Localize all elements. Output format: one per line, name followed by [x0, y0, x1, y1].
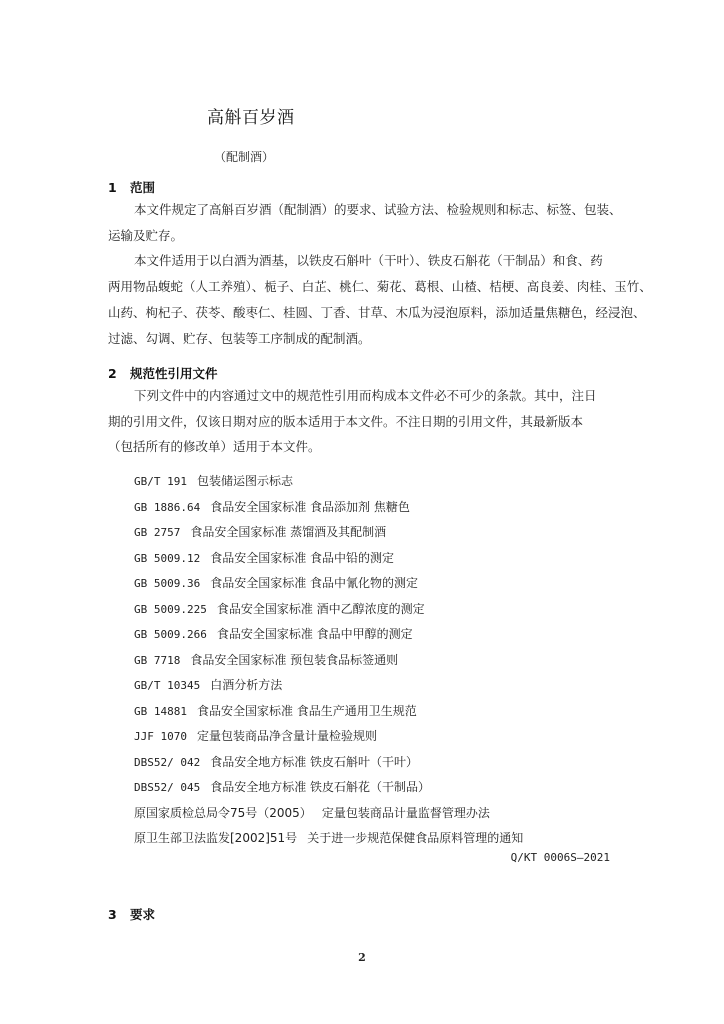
reference-name: 食品安全国家标准 食品生产通用卫生规范	[196, 703, 417, 718]
reference-item	[134, 801, 624, 827]
reference-item	[134, 469, 624, 495]
paragraph-line: 两用物品蝮蛇（人工养殖）、栀子、白芷、桃仁、菊花、葛根、山楂、桔梗、高良姜、肉桂、玉竹、	[108, 279, 652, 295]
reference-item	[134, 597, 624, 623]
reference-item	[134, 520, 624, 546]
reference-item	[134, 622, 624, 648]
reference-name: 食品安全地方标准 铁皮石斛叶（干叶）	[210, 754, 419, 769]
document-subtitle: （配制酒）	[214, 150, 275, 164]
reference-code: GB 1886.64	[134, 500, 201, 514]
reference-item	[134, 699, 624, 725]
document-title: 高斛百岁酒	[207, 108, 295, 128]
reference-item	[134, 826, 624, 852]
reference-name: 食品安全国家标准 酒中乙醇浓度的测定	[216, 601, 425, 616]
reference-item	[134, 724, 624, 750]
reference-code: GB/T 191	[134, 475, 187, 488]
reference-name: 关于进一步规范保健食品原料管理的通知	[307, 831, 524, 845]
section-number: 3	[108, 907, 117, 922]
reference-name: 食品安全地方标准 铁皮石斛花（干制品）	[210, 780, 431, 794]
section-title: 规范性引用文件	[130, 366, 218, 381]
section-heading-normative-references	[108, 364, 218, 382]
reference-code: GB 5009.12	[134, 551, 201, 565]
reference-code: GB/T 10345	[134, 679, 201, 692]
section-number: 1	[108, 180, 117, 195]
section-heading-scope	[108, 178, 155, 196]
reference-item	[134, 750, 624, 776]
paragraph-line: 运输及贮存。	[108, 227, 184, 243]
reference-name: 食品安全国家标准 食品中甲醇的测定	[216, 627, 413, 641]
reference-code: GB 5009.266	[134, 628, 207, 641]
references-intro	[108, 383, 628, 460]
reference-list	[134, 469, 624, 852]
reference-name: 食品安全国家标准 食品中氰化物的测定	[210, 576, 419, 590]
paragraph-line: 期的引用文件，仅该日期对应的版本适用于本文件。不注日期的引用文件，其最新版本	[108, 413, 584, 429]
reference-name: 食品安全国家标准 预包装食品标签通则	[190, 652, 399, 667]
reference-name: 白酒分析方法	[210, 678, 283, 692]
reference-name: 食品安全国家标准 食品添加剂 焦糖色	[210, 499, 410, 514]
scope-paragraphs	[108, 197, 652, 351]
section-heading-requirements	[108, 905, 155, 923]
paragraph-line: 本文件规定了高斛百岁酒（配制酒）的要求、试验方法、检验规则和标志、标签、包装、	[134, 202, 622, 217]
reference-code: GB 2757	[134, 526, 181, 539]
paragraph-line: 过滤、勾调、贮存、包装等工序制成的配制酒。	[108, 330, 371, 346]
reference-item	[134, 648, 624, 674]
document-number: Q/KT 0006S—2021	[510, 851, 610, 864]
reference-item	[134, 571, 624, 597]
reference-item	[134, 495, 624, 521]
paragraph-line: 山药、枸杞子、茯苓、酸枣仁、桂圆、丁香、甘草、木瓜为浸泡原料，添加适量焦糖色，经浸泡、	[108, 304, 646, 320]
reference-code: DBS52/ 045	[134, 781, 201, 794]
reference-name: 食品安全国家标准 蒸馏酒及其配制酒	[190, 525, 387, 539]
page-number: 2	[358, 951, 366, 964]
reference-item	[134, 673, 624, 699]
reference-code: GB 7718	[134, 653, 181, 667]
section-number: 2	[108, 366, 117, 381]
reference-name: 包装储运图示标志	[196, 474, 293, 488]
section-title: 要求	[130, 907, 156, 922]
reference-code: 原卫生部卫法监发[2002]51号	[134, 831, 298, 845]
paragraph-line: （包括所有的修改单）适用于本文件。	[108, 439, 321, 455]
reference-code: GB 5009.225	[134, 602, 207, 616]
paragraph-line: 下列文件中的内容通过文中的规范性引用而构成本文件必不可少的条款。其中，注日	[134, 388, 597, 403]
reference-name: 定量包装商品净含量计量检验规则	[196, 729, 377, 743]
section-title: 范围	[130, 180, 156, 195]
reference-code: JJF 1070	[134, 730, 187, 743]
reference-code: 原国家质检总局令75号（2005）	[134, 805, 312, 820]
reference-item	[134, 546, 624, 572]
reference-code: GB 5009.36	[134, 577, 201, 590]
paragraph-line: 本文件适用于以白酒为酒基，以铁皮石斛叶（干叶）、铁皮石斛花（干制品）和食、药	[134, 253, 603, 269]
reference-item	[134, 775, 624, 801]
reference-name: 食品安全国家标准 食品中铅的测定	[210, 550, 395, 565]
reference-code: GB 14881	[134, 704, 187, 718]
reference-name: 定量包装商品计量监督管理办法	[321, 805, 490, 820]
reference-code: DBS52/ 042	[134, 755, 201, 769]
